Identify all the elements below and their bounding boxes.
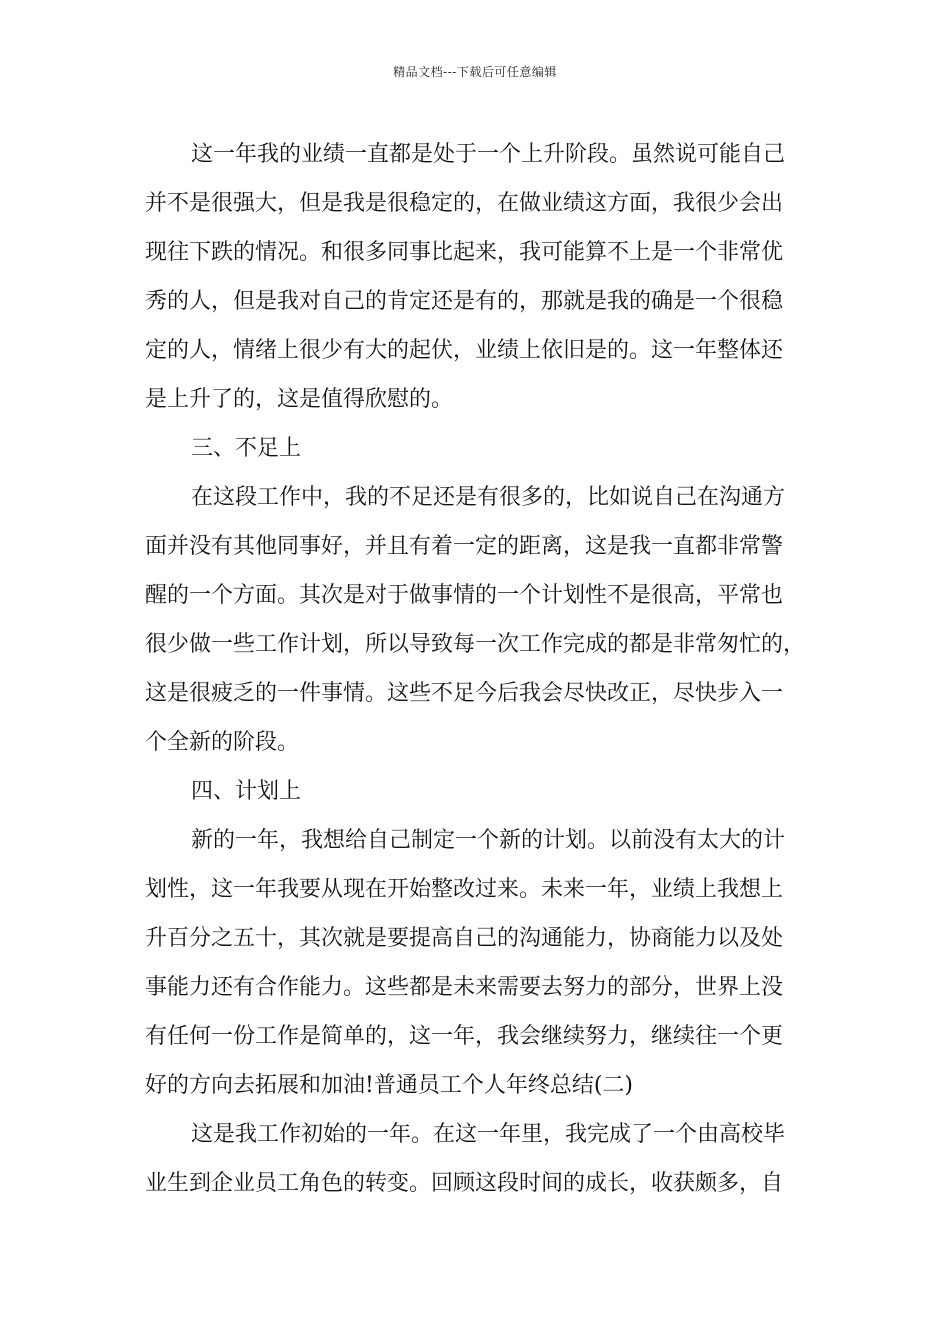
paragraph-line: 醒的一个方面。其次是对于做事情的一个计划性不是很高，平常也	[145, 583, 784, 608]
section-heading: 四、计划上	[191, 779, 302, 804]
page-header: 精品文档---下载后可任意编辑	[393, 65, 557, 79]
paragraph-line: 个全新的阶段。	[145, 730, 300, 755]
paragraph-line: 很少做一些工作计划，所以导致每一次工作完成的都是非常匆忙的，	[145, 632, 806, 657]
paragraph-line: 并不是很强大，但是我是很稳定的，在做业绩这方面，我很少会出	[145, 191, 784, 216]
paragraph-line: 有任何一份工作是简单的，这一年，我会继续努力，继续往一个更	[145, 1024, 784, 1049]
paragraph-line: 好的方向去拓展和加油!普通员工个人年终总结(二)	[145, 1073, 634, 1098]
paragraph-line: 划性，这一年我要从现在开始整改过来。未来一年，业绩上我想上	[145, 877, 784, 902]
paragraph-line: 这一年我的业绩一直都是处于一个上升阶段。虽然说可能自己	[191, 142, 786, 167]
paragraph-line: 新的一年，我想给自己制定一个新的计划。以前没有太大的计	[191, 828, 786, 853]
paragraph-line: 升百分之五十，其次就是要提高自己的沟通能力，协商能力以及处	[145, 926, 784, 951]
paragraph-line: 这是很疲乏的一件事情。这些不足今后我会尽快改正，尽快步入一	[145, 681, 784, 706]
document-body	[145, 130, 810, 1208]
paragraph-line: 在这段工作中，我的不足还是有很多的，比如说自己在沟通方	[191, 485, 786, 510]
section-heading: 三、不足上	[191, 436, 302, 461]
paragraph-line: 是上升了的，这是值得欣慰的。	[145, 387, 454, 412]
paragraph-line: 现往下跌的情况。和很多同事比起来，我可能算不上是一个非常优	[145, 240, 784, 265]
paragraph-line: 这是我工作初始的一年。在这一年里，我完成了一个由高校毕	[191, 1122, 786, 1147]
paragraph-line: 业生到企业员工角色的转变。回顾这段时间的成长，收获颇多，自	[145, 1171, 784, 1196]
paragraph-line: 秀的人，但是我对自己的肯定还是有的，那就是我的确是一个很稳	[145, 289, 784, 314]
paragraph-line: 面并没有其他同事好，并且有着一定的距离，这是我一直都非常警	[145, 534, 784, 559]
paragraph-line: 定的人，情绪上很少有大的起伏，业绩上依旧是的。这一年整体还	[145, 338, 784, 363]
paragraph-line: 事能力还有合作能力。这些都是未来需要去努力的部分，世界上没	[145, 975, 784, 1000]
